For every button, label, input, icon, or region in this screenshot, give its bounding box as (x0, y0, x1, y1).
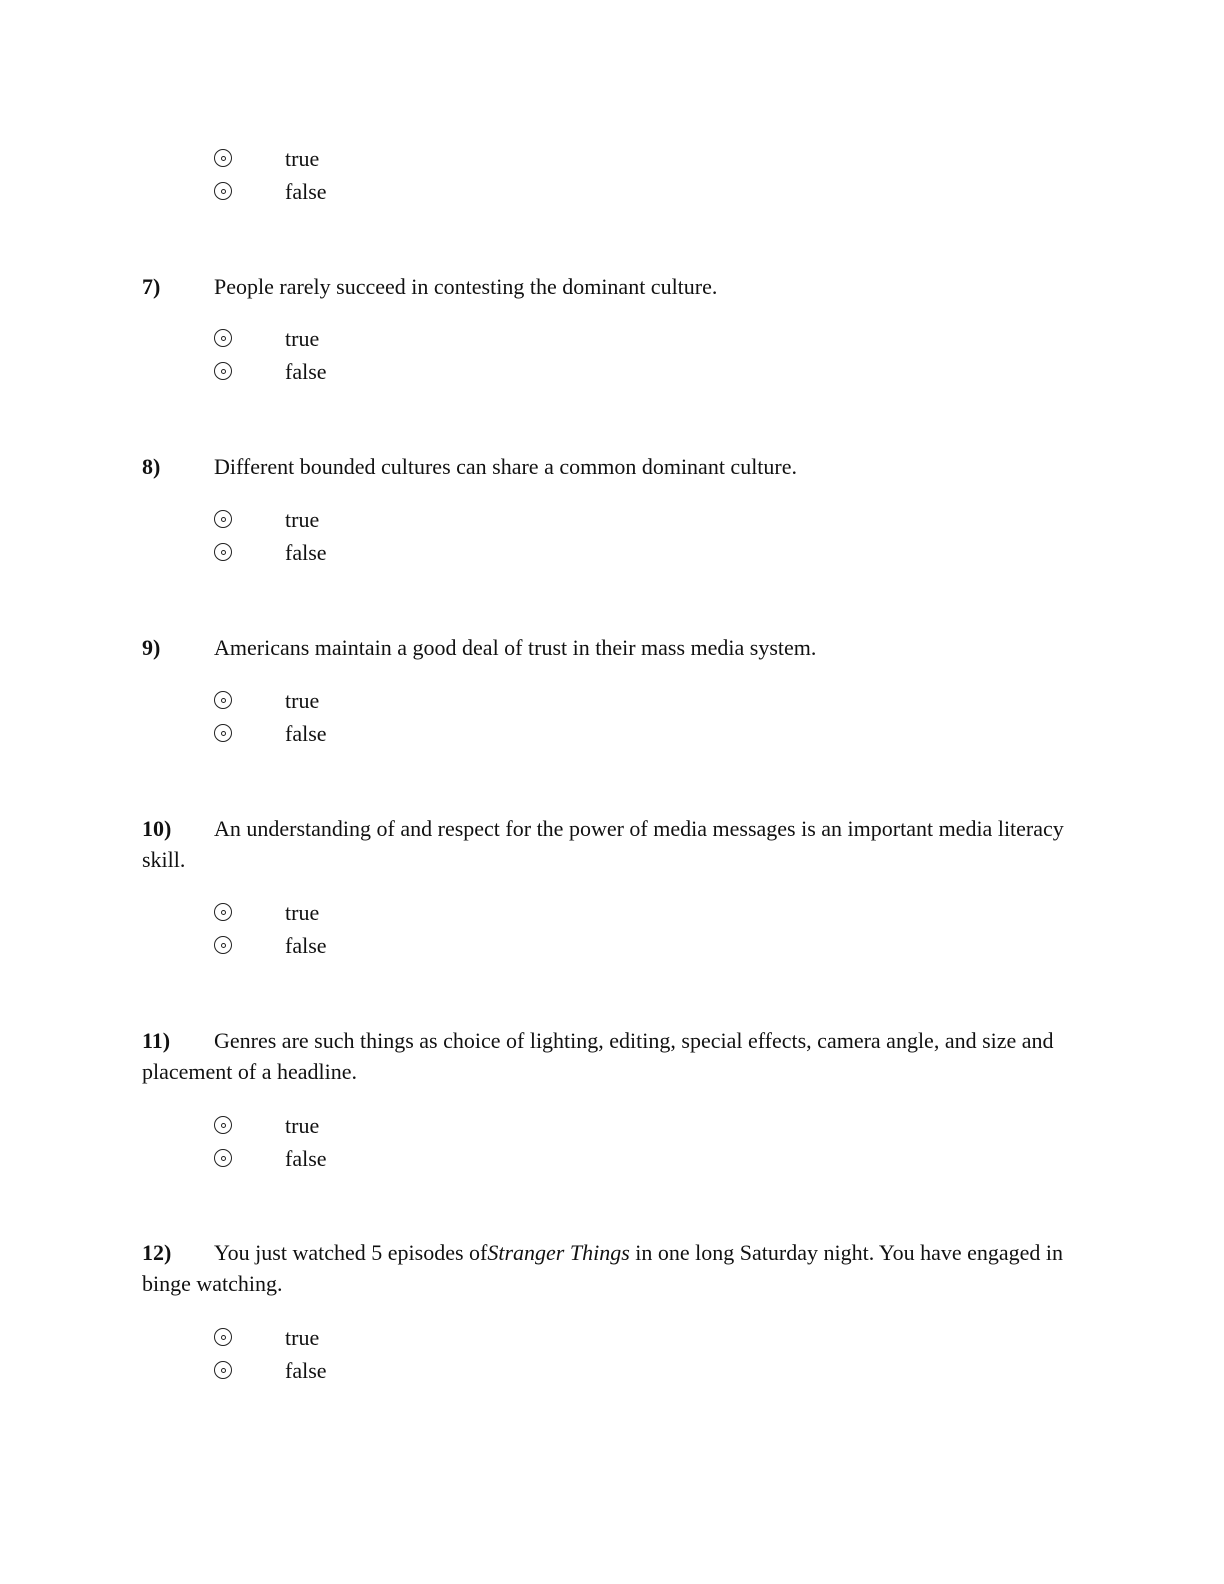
radio-icon[interactable] (214, 1361, 232, 1379)
option-false[interactable] (214, 1142, 614, 1175)
q6-options (214, 142, 614, 208)
question-text (142, 1240, 1063, 1296)
q12-options (214, 1321, 614, 1387)
question-7 (142, 271, 1072, 302)
option-false[interactable] (214, 717, 614, 750)
option-label: true (285, 146, 320, 171)
question-text: Different bounded cultures can share a common dominant culture. (214, 454, 798, 479)
radio-icon[interactable] (214, 691, 232, 709)
option-false[interactable] (214, 929, 614, 962)
show-title: Stranger Things (487, 1240, 630, 1265)
radio-icon[interactable] (214, 149, 232, 167)
option-label: false (285, 721, 327, 746)
option-true[interactable] (214, 142, 614, 175)
question-8 (142, 451, 1072, 482)
option-label: false (285, 1146, 327, 1171)
radio-icon[interactable] (214, 329, 232, 347)
question-9 (142, 632, 1072, 663)
question-number: 8) (142, 454, 161, 479)
option-label: true (285, 326, 320, 351)
radio-icon[interactable] (214, 1328, 232, 1346)
q11-options (214, 1109, 614, 1175)
question-text: Americans maintain a good deal of trust in their mass media system. (214, 635, 817, 660)
question-10 (142, 813, 1072, 875)
option-label: true (285, 900, 320, 925)
question-11 (142, 1025, 1072, 1087)
option-false[interactable] (214, 355, 614, 388)
option-label: true (285, 507, 320, 532)
question-text-after: in one long Saturday night. You have engaged in binge watching. (142, 1240, 1064, 1296)
question-text-before: You just watched 5 episodes of (214, 1240, 488, 1265)
option-true[interactable] (214, 896, 614, 929)
question-text: Genres are such things as choice of lighting, editing, special effects, camera angle, and size and placement of a headline. (142, 1028, 1054, 1084)
question-number: 11) (142, 1028, 171, 1053)
option-true[interactable] (214, 322, 614, 355)
radio-icon[interactable] (214, 1116, 232, 1134)
radio-icon[interactable] (214, 510, 232, 528)
option-label: false (285, 933, 327, 958)
q10-options (214, 896, 614, 962)
radio-icon[interactable] (214, 362, 232, 380)
option-label: true (285, 1325, 320, 1350)
radio-icon[interactable] (214, 724, 232, 742)
option-label: true (285, 688, 320, 713)
radio-icon[interactable] (214, 182, 232, 200)
option-label: false (285, 179, 327, 204)
option-true[interactable] (214, 1109, 614, 1142)
question-number: 12) (142, 1240, 172, 1265)
question-text: An understanding of and respect for the power of media messages is an important media literacy skill. (142, 816, 1064, 872)
option-true[interactable] (214, 684, 614, 717)
q7-options (214, 322, 614, 388)
radio-icon[interactable] (214, 903, 232, 921)
question-number: 7) (142, 274, 161, 299)
option-false[interactable] (214, 175, 614, 208)
option-false[interactable] (214, 536, 614, 569)
option-label: false (285, 1358, 327, 1383)
question-12 (142, 1237, 1072, 1299)
radio-icon[interactable] (214, 936, 232, 954)
option-label: false (285, 359, 327, 384)
option-true[interactable] (214, 503, 614, 536)
option-label: true (285, 1113, 320, 1138)
radio-icon[interactable] (214, 1149, 232, 1167)
question-number: 9) (142, 635, 161, 660)
q8-options (214, 503, 614, 569)
q9-options (214, 684, 614, 750)
option-false[interactable] (214, 1354, 614, 1387)
option-label: false (285, 540, 327, 565)
radio-icon[interactable] (214, 543, 232, 561)
question-text: People rarely succeed in contesting the dominant culture. (214, 274, 718, 299)
option-true[interactable] (214, 1321, 614, 1354)
question-number: 10) (142, 816, 172, 841)
